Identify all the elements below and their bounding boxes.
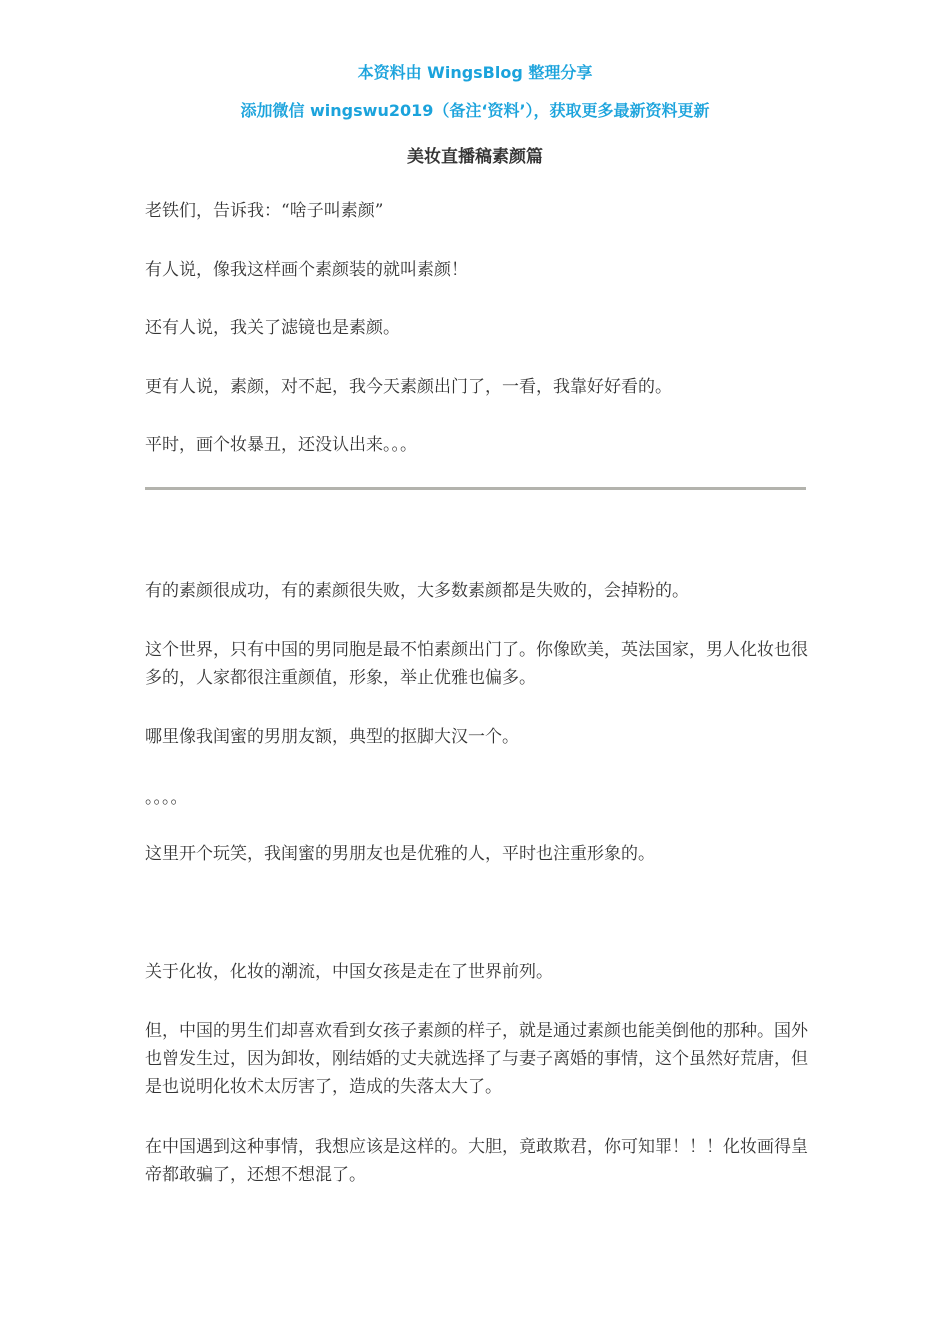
paragraph: 哪里像我闺蜜的男朋友额，典型的抠脚大汉一个。 [145,727,519,747]
paragraph: 。。。。 [145,788,188,808]
paragraph: 关于化妆，化妆的潮流，中国女孩是走在了世界前列。 [145,962,553,982]
paragraph: 更有人说，素颜，对不起，我今天素颜出门了，一看，我靠好好看的。 [145,377,672,397]
paragraph: 老铁们，告诉我：“啥子叫素颜” [145,201,384,221]
paragraph: 有人说，像我这样画个素颜装的就叫素颜！ [145,260,468,280]
paragraph: 这个世界，只有中国的男同胞是最不怕素颜出门了。你像欧美，英法国家，男人化妆也很多的，人家都很注重颜值，形象，举止优雅也偏多。 [145,640,808,688]
paragraph: 但，中国的男生们却喜欢看到女孩子素颜的样子，就是通过素颜也能美倒他的那种。国外也曾发生过，因为卸妆，刚结婚的丈夫就选择了与妻子离婚的事情，这个虽然好荒唐，但是也说明化妆术太厉害了，造成的失落太大了。 [145,1021,808,1097]
header-share-notice: 本资料由 WingsBlog 整理分享 [357,63,593,82]
paragraph: 在中国遇到这种事情，我想应该是这样的。大胆，竟敢欺君，你可知罪！！！化妆画得皇帝都敢骗了，还想不想混了。 [145,1137,808,1185]
paragraph: 还有人说，我关了滤镜也是素颜。 [145,318,400,338]
paragraph: 平时，画个妆暴丑，还没认出来。。。 [145,435,417,455]
paragraph: 这里开个玩笑，我闺蜜的男朋友也是优雅的人，平时也注重形象的。 [145,844,655,864]
page-title: 美妆直播稿素颜篇 [407,147,543,167]
header-wechat-notice: 添加微信 wingswu2019（备注‘资料’），获取更多最新资料更新 [240,101,710,120]
horizontal-divider [145,487,806,490]
paragraph: 有的素颜很成功，有的素颜很失败，大多数素颜都是失败的，会掉粉的。 [145,581,689,601]
